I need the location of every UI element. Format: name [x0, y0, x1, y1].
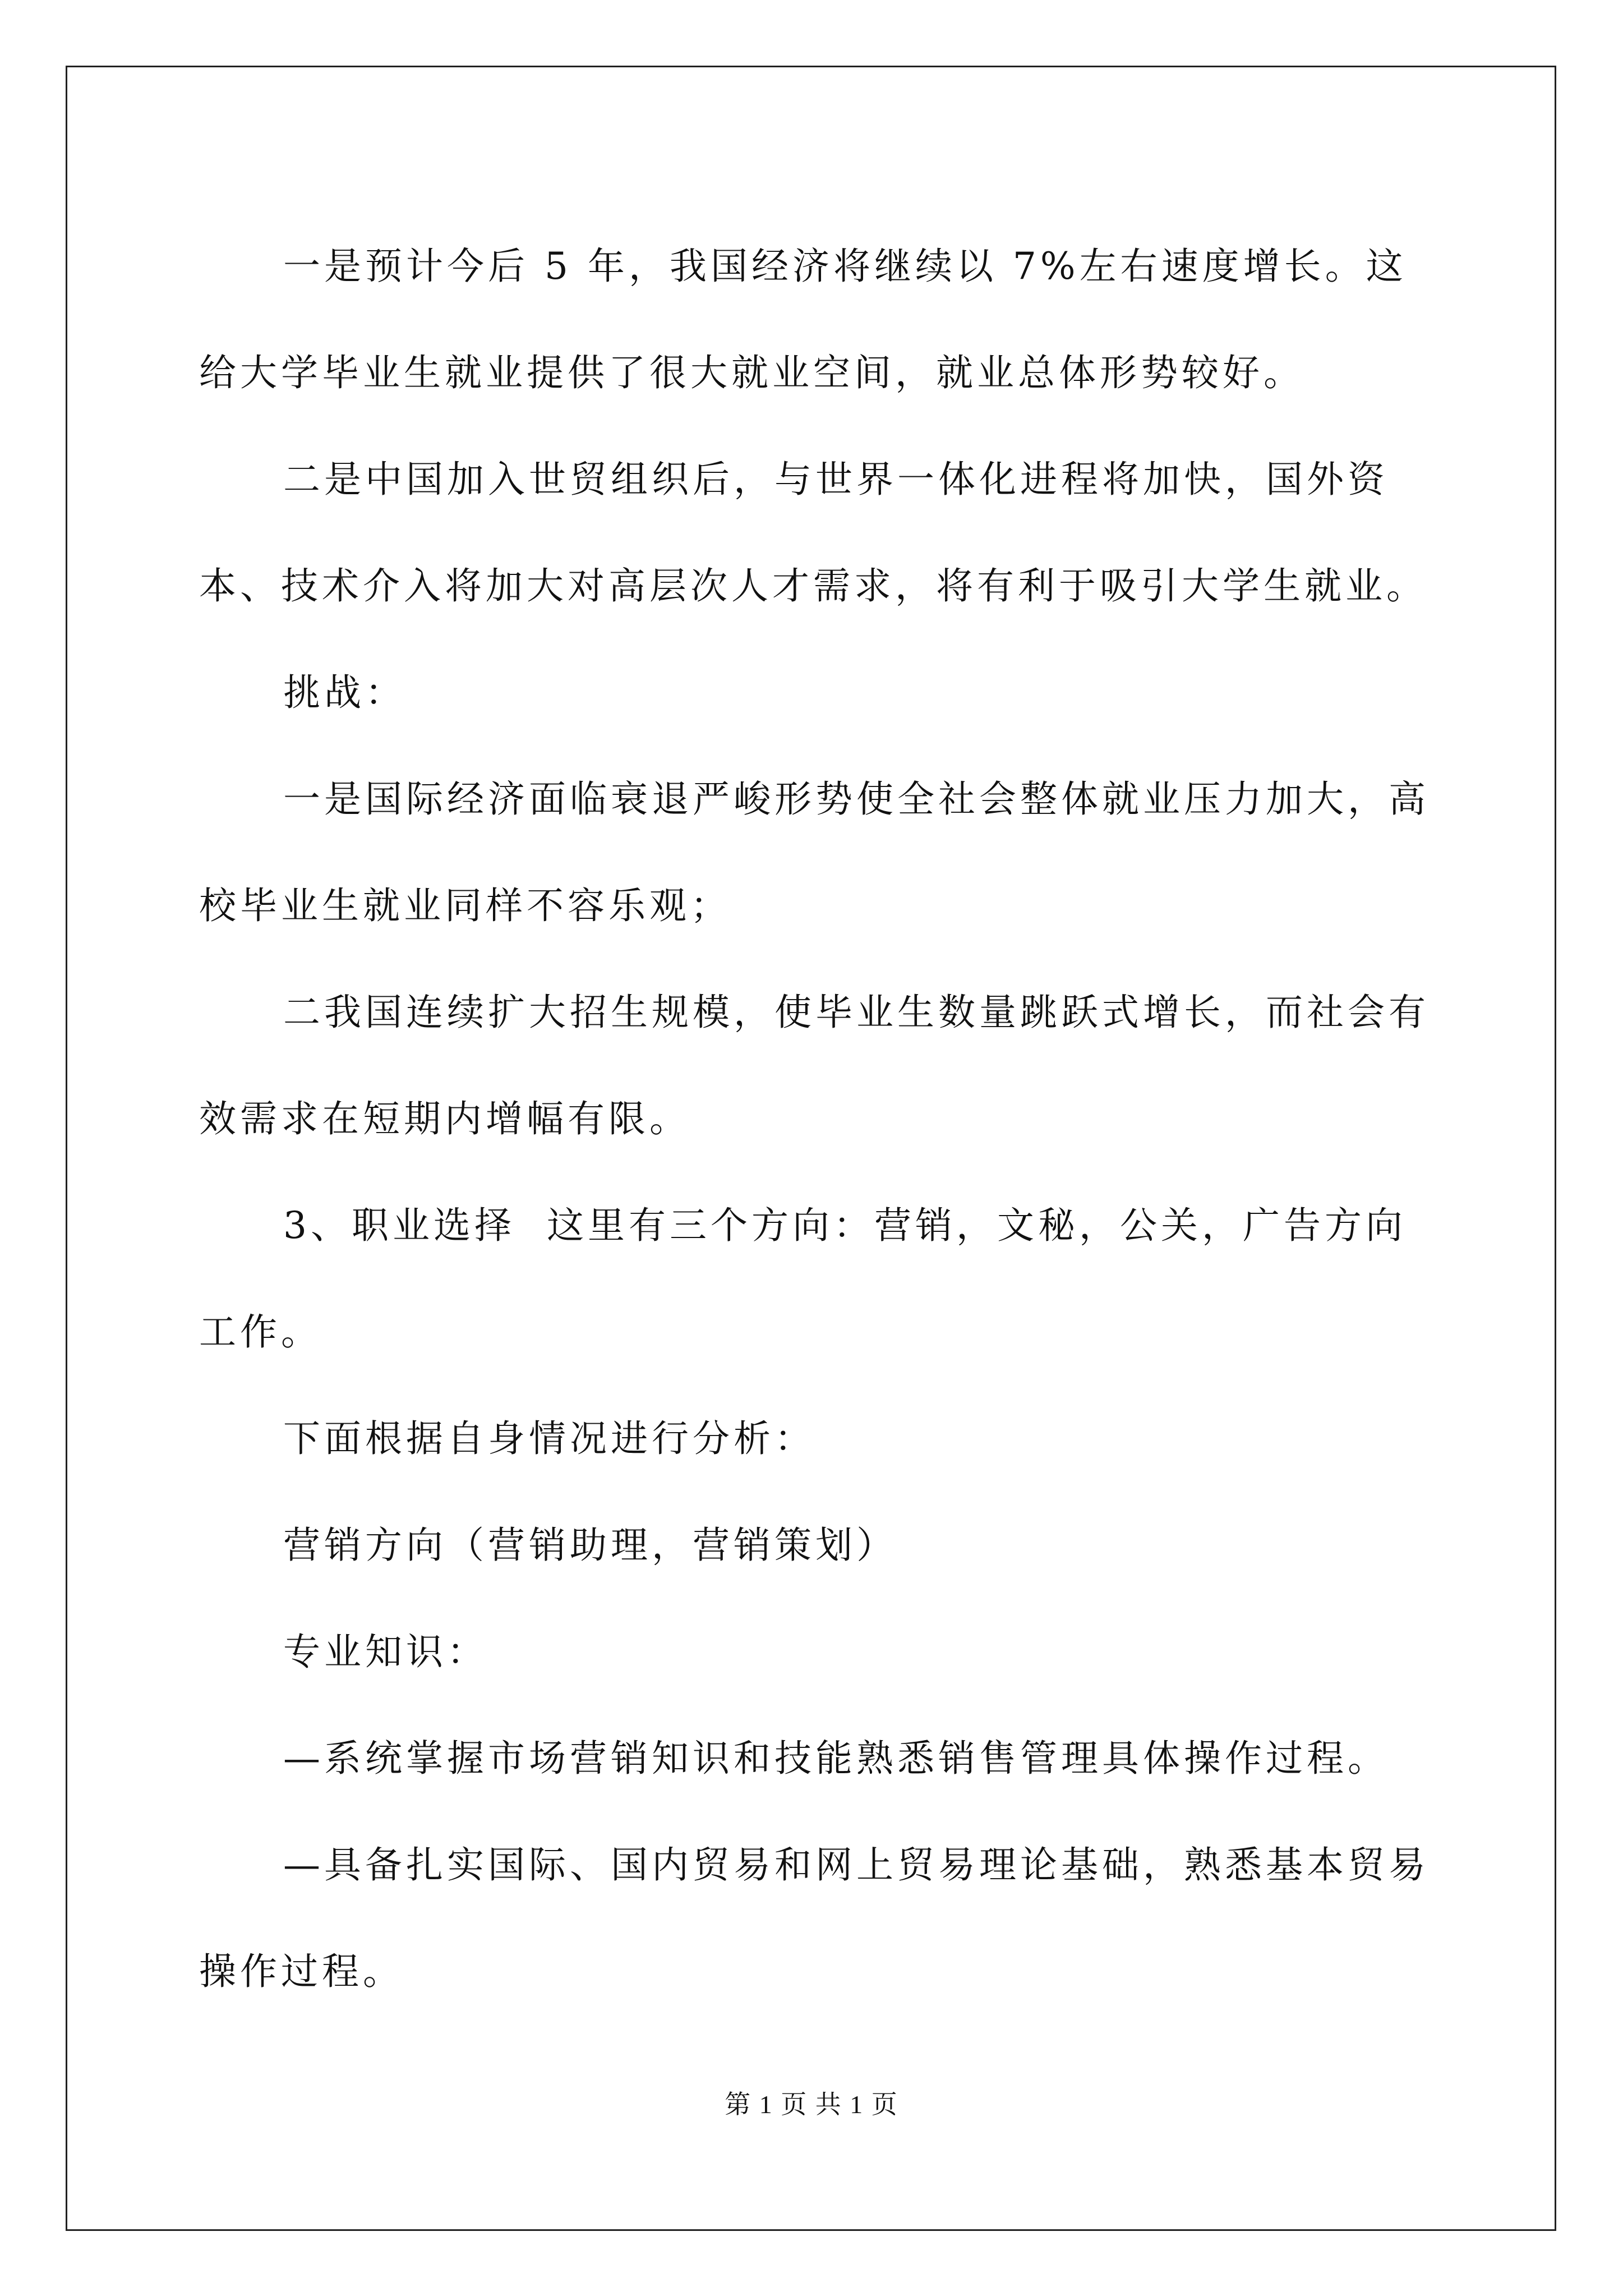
paragraph-wto-entry: 二是中国加入世贸组织后，与世界一体化进程将加快，国外资本、技术介入将加大对高层次人才需求，将有利于吸引大学生就业。: [199, 458, 1427, 608]
paragraph-enrollment-growth: 二我国连续扩大招生规模，使毕业生数量跳跃式增长，而社会有效需求在短期内增幅有限。: [199, 991, 1430, 1140]
paragraph-growth-outlook: 一是预计今后 5 年，我国经济将继续以 7%左右速度增长。这给大学毕业生就业提供了很大就业空间，就业总体形势较好。: [199, 245, 1407, 394]
page-number-footer: 第 1 页 共 1 页: [725, 2090, 898, 2119]
document-body: [199, 213, 1433, 2025]
paragraph-marketing-direction: 营销方向（营销助理，营销策划）: [283, 1524, 897, 1567]
paragraph-career-choice: 3、职业选择 这里有三个方向：营销，文秘，公关，广告方向工作。: [199, 1204, 1407, 1354]
paragraph-economic-pressure: 一是国际经济面临衰退严峻形势使全社会整体就业压力加大，高校毕业生就业同样不容乐观；: [199, 777, 1430, 927]
paragraph-professional-knowledge: 专业知识：: [283, 1630, 488, 1673]
paragraph-self-analysis: 下面根据自身情况进行分析：: [283, 1417, 815, 1460]
paragraph-marketing-skills: —系统掌握市场营销知识和技能熟悉销售管理具体操作过程。: [283, 1737, 1389, 1780]
paragraph-trade-theory: —具备扎实国际、国内贸易和网上贸易理论基础，熟悉基本贸易操作过程。: [199, 1843, 1430, 1993]
paragraph-challenges-heading: 挑战：: [283, 671, 406, 714]
